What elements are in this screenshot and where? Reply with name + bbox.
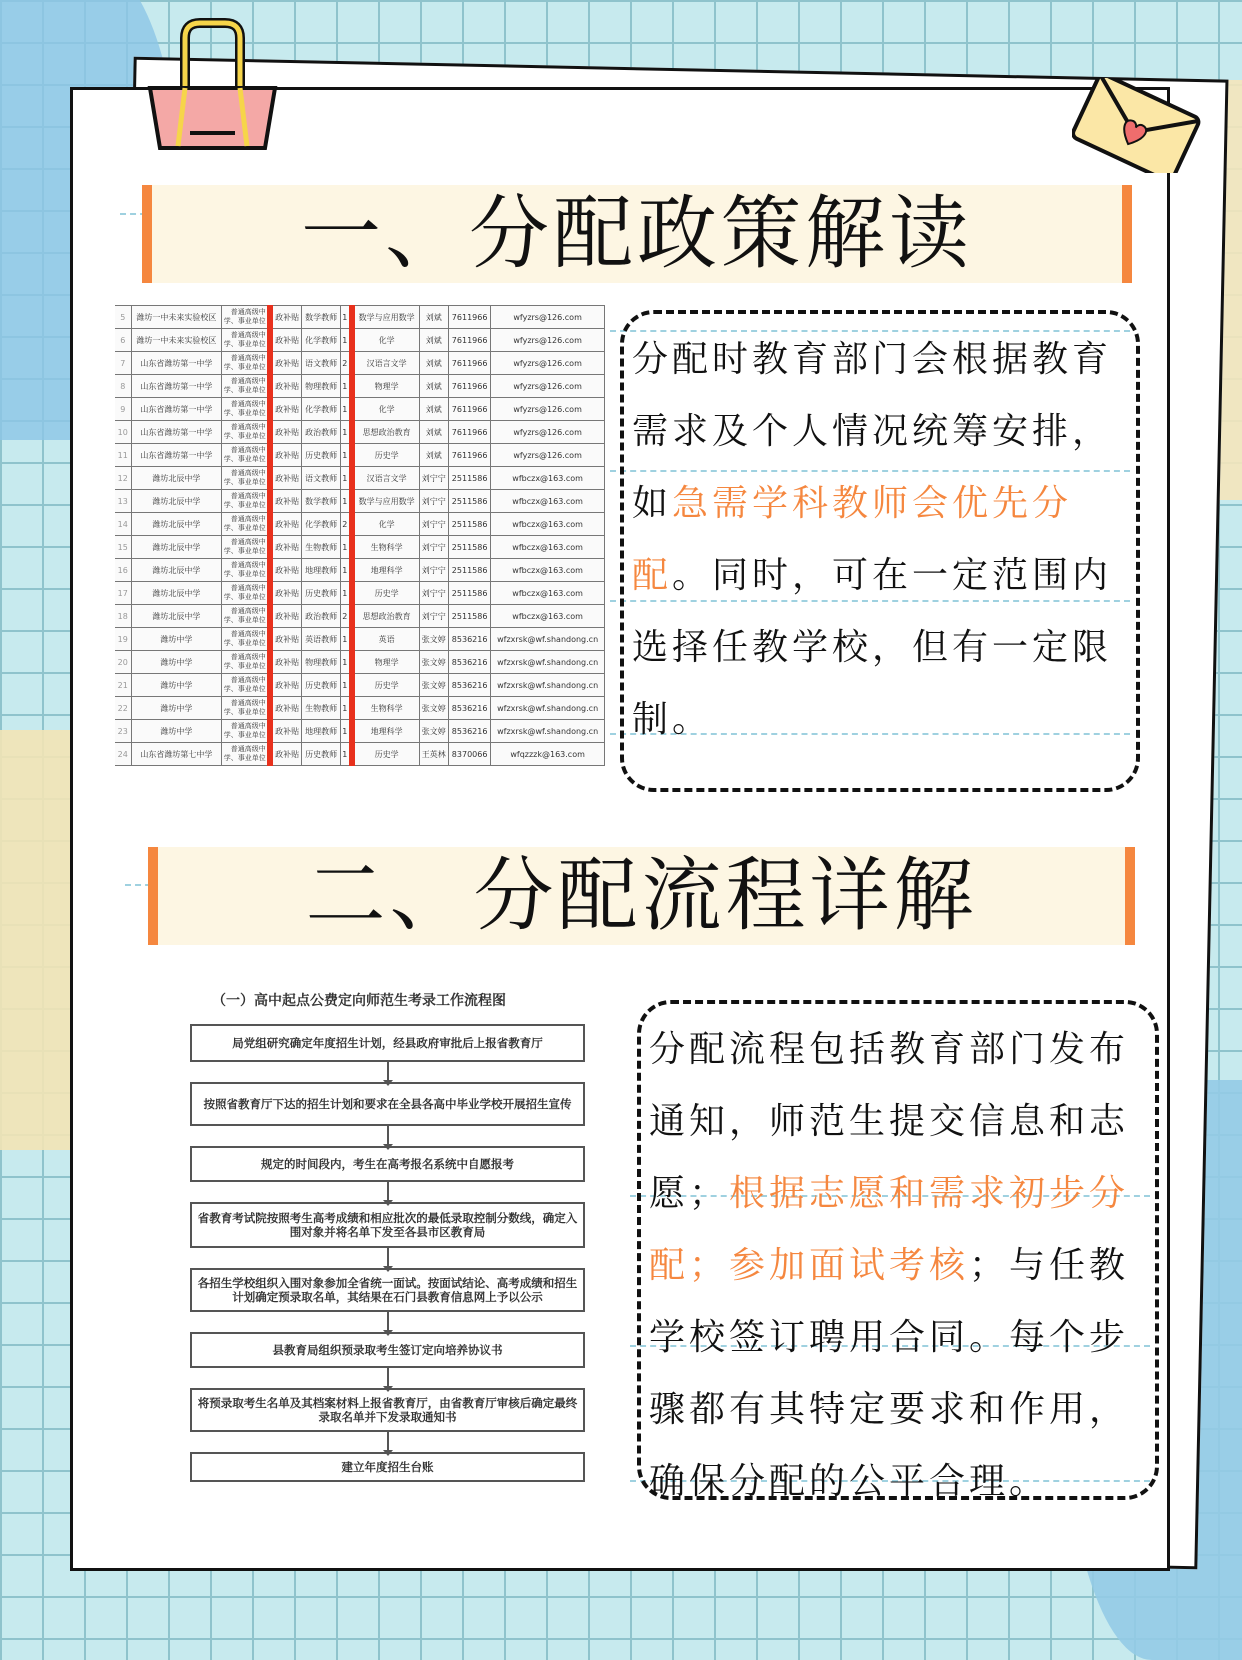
flow-step: 规定的时间段内，考生在高考报名系统中自愿报考 xyxy=(190,1146,585,1182)
table-cell: 19 xyxy=(115,628,131,651)
table-cell: 汉语言文学 xyxy=(352,467,419,490)
table-cell: 7 xyxy=(115,352,131,375)
table-cell: 政补贴 xyxy=(270,536,302,559)
table-cell: 刘斌 xyxy=(419,375,449,398)
table-cell: 6 xyxy=(115,329,131,352)
table-cell: 潍坊中学 xyxy=(131,697,222,720)
table-cell: 思想政治教育 xyxy=(352,421,419,444)
table-cell: 刘宁宁 xyxy=(419,490,449,513)
highlighted-text: 根据志愿和需求初步分配；参加面试考核 xyxy=(649,1173,1130,1286)
table-cell: 政补贴 xyxy=(270,421,302,444)
table-cell: 语文教师 xyxy=(302,467,340,490)
table-cell: 1 xyxy=(340,421,352,444)
table-cell: 数学教师 xyxy=(302,490,340,513)
table-cell: 化学 xyxy=(352,398,419,421)
table-row xyxy=(115,605,605,628)
table-cell: 政补贴 xyxy=(270,605,302,628)
table-cell: 刘斌 xyxy=(419,421,449,444)
table-cell: 普通高级中学、事业单位 xyxy=(222,375,270,398)
table-cell: 普通高级中学、事业单位 xyxy=(222,352,270,375)
table-cell: wfzxrsk@wf.shandong.cn xyxy=(491,628,605,651)
flow-step: 局党组研究确定年度招生计划，经县政府审批后上报省教育厅 xyxy=(190,1024,585,1062)
table-row xyxy=(115,375,605,398)
table-cell: 普通高级中学、事业单位 xyxy=(222,421,270,444)
table-row xyxy=(115,352,605,375)
table-cell: 7611966 xyxy=(449,352,491,375)
table-cell: 8370066 xyxy=(449,743,491,766)
flow-arrow-icon xyxy=(387,1062,389,1082)
table-cell: 数学教师 xyxy=(302,306,340,329)
table-row xyxy=(115,582,605,605)
table-cell: 13 xyxy=(115,490,131,513)
table-cell: 历史学 xyxy=(352,743,419,766)
flow-step: 各招生学校组织入围对象参加全省统一面试。按面试结论、高考成绩和招生计划确定预录取名单，其结果在石门县教育信息网上予以公示 xyxy=(190,1268,585,1312)
binder-clip-icon xyxy=(140,18,285,158)
table-row xyxy=(115,743,605,766)
flow-arrow-icon xyxy=(387,1312,389,1332)
table-cell: wfbczx@163.com xyxy=(491,513,605,536)
flow-step: 县教育局组织预录取考生签订定向培养协议书 xyxy=(190,1332,585,1368)
policy-description-box xyxy=(620,310,1140,792)
table-cell: wfyzrs@126.com xyxy=(491,398,605,421)
table-cell: 语文教师 xyxy=(302,352,340,375)
table-cell: 历史学 xyxy=(352,674,419,697)
table-cell: 张文婷 xyxy=(419,674,449,697)
table-cell: 政补贴 xyxy=(270,743,302,766)
table-cell: 潍坊北辰中学 xyxy=(131,582,222,605)
table-cell: 潍坊北辰中学 xyxy=(131,467,222,490)
table-cell: 思想政治教育 xyxy=(352,605,419,628)
envelope-heart-icon xyxy=(1072,78,1202,173)
table-cell: 历史教师 xyxy=(302,743,340,766)
text: 分配流程包括教育部门发布通知，师范生提交信息和志愿； xyxy=(649,1029,1130,1214)
table-cell: 普通高级中学、事业单位 xyxy=(222,697,270,720)
table-cell: 山东省潍坊第一中学 xyxy=(131,421,222,444)
table-cell: 刘宁宁 xyxy=(419,582,449,605)
flow-arrow-icon xyxy=(387,1248,389,1268)
table-cell: 物理学 xyxy=(352,375,419,398)
table-cell: 24 xyxy=(115,743,131,766)
table-cell: 政补贴 xyxy=(270,444,302,467)
table-cell: 普通高级中学、事业单位 xyxy=(222,582,270,605)
table-cell: 生物科学 xyxy=(352,536,419,559)
table-cell: 14 xyxy=(115,513,131,536)
table-cell: 1 xyxy=(340,398,352,421)
table-cell: 政补贴 xyxy=(270,720,302,743)
table-cell: 刘斌 xyxy=(419,444,449,467)
table-cell: 政补贴 xyxy=(270,697,302,720)
table-cell: 2 xyxy=(340,605,352,628)
table-cell: 化学教师 xyxy=(302,329,340,352)
table-cell: 刘斌 xyxy=(419,398,449,421)
table-cell: 普通高级中学、事业单位 xyxy=(222,605,270,628)
table-cell: wfyzrs@126.com xyxy=(491,421,605,444)
table-cell: 7611966 xyxy=(449,375,491,398)
table-cell: 普通高级中学、事业单位 xyxy=(222,306,270,329)
table-cell: 1 xyxy=(340,559,352,582)
table-cell: 历史学 xyxy=(352,444,419,467)
flow-step: 将预录取考生名单及其档案材料上报省教育厅，由省教育厅审核后确定最终录取名单并下发录取通知书 xyxy=(190,1388,585,1432)
table-row xyxy=(115,559,605,582)
table-cell: wfyzrs@126.com xyxy=(491,329,605,352)
table-cell: 刘宁宁 xyxy=(419,559,449,582)
table-cell: 王英林 xyxy=(419,743,449,766)
table-cell: wfzxrsk@wf.shandong.cn xyxy=(491,651,605,674)
flow-arrow-icon xyxy=(387,1368,389,1388)
table-cell: 潍坊北辰中学 xyxy=(131,513,222,536)
flowchart-title: （一）高中起点公费定向师范生考录工作流程图 xyxy=(212,993,506,1009)
text: ；与任教学校签订聘用合同。每个步骤都有其特定要求和作用，确保分配的公平合理。 xyxy=(649,1245,1130,1502)
table-cell: 历史教师 xyxy=(302,444,340,467)
table-cell: 政补贴 xyxy=(270,559,302,582)
table-cell: 1 xyxy=(340,651,352,674)
table-cell: 普通高级中学、事业单位 xyxy=(222,559,270,582)
table-cell: 8536216 xyxy=(449,720,491,743)
table-cell: 普通高级中学、事业单位 xyxy=(222,513,270,536)
table-cell: wfbczx@163.com xyxy=(491,582,605,605)
table-cell: 潍坊北辰中学 xyxy=(131,490,222,513)
table-cell: 11 xyxy=(115,444,131,467)
table-cell: 普通高级中学、事业单位 xyxy=(222,490,270,513)
table-cell: 历史教师 xyxy=(302,582,340,605)
table-cell: 历史学 xyxy=(352,582,419,605)
table-cell: 8536216 xyxy=(449,628,491,651)
table-cell: 生物科学 xyxy=(352,697,419,720)
table-cell: 张文婷 xyxy=(419,697,449,720)
table-cell: 政治教师 xyxy=(302,421,340,444)
table-row xyxy=(115,674,605,697)
table-cell: 潍坊一中未来实验校区 xyxy=(131,329,222,352)
table-cell: 物理教师 xyxy=(302,375,340,398)
table-cell: 2511586 xyxy=(449,605,491,628)
table-cell: 物理学 xyxy=(352,651,419,674)
table-cell: 地理教师 xyxy=(302,720,340,743)
table-cell: 汉语言文学 xyxy=(352,352,419,375)
table-cell: 潍坊北辰中学 xyxy=(131,605,222,628)
table-cell: 1 xyxy=(340,697,352,720)
table-cell: 8536216 xyxy=(449,651,491,674)
table-cell: 张文婷 xyxy=(419,720,449,743)
table-cell: 普通高级中学、事业单位 xyxy=(222,398,270,421)
flow-step: 按照省教育厅下达的招生计划和要求在全县各高中毕业学校开展招生宣传 xyxy=(190,1082,585,1126)
table-cell: 22 xyxy=(115,697,131,720)
table-cell: 山东省潍坊第一中学 xyxy=(131,398,222,421)
table-cell: 1 xyxy=(340,536,352,559)
table-cell: 1 xyxy=(340,306,352,329)
table-cell: 政补贴 xyxy=(270,352,302,375)
table-row xyxy=(115,467,605,490)
table-row xyxy=(115,398,605,421)
table-cell: 1 xyxy=(340,490,352,513)
table-cell: 普通高级中学、事业单位 xyxy=(222,467,270,490)
table-row xyxy=(115,720,605,743)
table-cell: 1 xyxy=(340,329,352,352)
table-cell: 政补贴 xyxy=(270,628,302,651)
table-cell: 7611966 xyxy=(449,421,491,444)
table-cell: 地理教师 xyxy=(302,559,340,582)
table-cell: 英语教师 xyxy=(302,628,340,651)
table-cell: 刘宁宁 xyxy=(419,513,449,536)
table-cell: 刘宁宁 xyxy=(419,467,449,490)
table-cell: 1 xyxy=(340,375,352,398)
table-cell: 1 xyxy=(340,743,352,766)
table-cell: wfyzrs@126.com xyxy=(491,306,605,329)
table-cell: 化学 xyxy=(352,513,419,536)
table-cell: 政补贴 xyxy=(270,490,302,513)
table-cell: 普通高级中学、事业单位 xyxy=(222,720,270,743)
table-cell: 地理科学 xyxy=(352,559,419,582)
table-cell: 7611966 xyxy=(449,398,491,421)
flow-step: 省教育考试院按照考生高考成绩和相应批次的最低录取控制分数线，确定入围对象并将名单下发至各县市区教育局 xyxy=(190,1202,585,1248)
table-cell: wfyzrs@126.com xyxy=(491,375,605,398)
table-cell: 普通高级中学、事业单位 xyxy=(222,536,270,559)
table-cell: 16 xyxy=(115,559,131,582)
text: 分配时教育部门会根据教育需求及个人情况统筹安排，如 xyxy=(632,339,1113,524)
section-1-heading: 一、分配政策解读 xyxy=(142,185,1132,283)
table-cell: wfyzrs@126.com xyxy=(491,444,605,467)
table-cell: 17 xyxy=(115,582,131,605)
table-cell: 刘宁宁 xyxy=(419,605,449,628)
highlighted-text: 急需学科教师会优先分配 xyxy=(632,483,1073,596)
table-cell: 历史教师 xyxy=(302,674,340,697)
table-cell: 12 xyxy=(115,467,131,490)
table-cell: 山东省潍坊第一中学 xyxy=(131,375,222,398)
table-cell: wfqzzzk@163.com xyxy=(491,743,605,766)
table-cell: 刘斌 xyxy=(419,352,449,375)
table-cell: 5 xyxy=(115,306,131,329)
table-cell: 政补贴 xyxy=(270,467,302,490)
table-cell: wfbczx@163.com xyxy=(491,559,605,582)
table-cell: 潍坊一中未来实验校区 xyxy=(131,306,222,329)
table-cell: 2 xyxy=(340,352,352,375)
table-cell: 2511586 xyxy=(449,582,491,605)
table-cell: 2 xyxy=(340,513,352,536)
table-cell: 生物教师 xyxy=(302,697,340,720)
process-flowchart-image xyxy=(180,990,620,1520)
table-cell: 生物教师 xyxy=(302,536,340,559)
table-cell: 物理教师 xyxy=(302,651,340,674)
table-cell: 化学教师 xyxy=(302,513,340,536)
table-row xyxy=(115,697,605,720)
table-cell: 普通高级中学、事业单位 xyxy=(222,628,270,651)
flow-arrow-icon xyxy=(387,1432,389,1452)
table-cell: 普通高级中学、事业单位 xyxy=(222,329,270,352)
table-cell: 山东省潍坊第七中学 xyxy=(131,743,222,766)
table-cell: 8 xyxy=(115,375,131,398)
table-cell: 数学与应用数学 xyxy=(352,306,419,329)
table-cell: 张文婷 xyxy=(419,651,449,674)
table-cell: 政补贴 xyxy=(270,398,302,421)
table-row xyxy=(115,513,605,536)
table-row xyxy=(115,444,605,467)
table-cell: 2511586 xyxy=(449,559,491,582)
table-cell: 政补贴 xyxy=(270,582,302,605)
text: 。同时，可在一定范围内选择任教学校，但有一定限制。 xyxy=(632,555,1113,740)
table-cell: 23 xyxy=(115,720,131,743)
table-cell: 8536216 xyxy=(449,674,491,697)
table-cell: 20 xyxy=(115,651,131,674)
table-cell: 英语 xyxy=(352,628,419,651)
table-cell: wfbczx@163.com xyxy=(491,490,605,513)
flow-arrow-icon xyxy=(387,1182,389,1202)
table-cell: 7611966 xyxy=(449,306,491,329)
table-cell: 山东省潍坊第一中学 xyxy=(131,352,222,375)
table-cell: 政补贴 xyxy=(270,513,302,536)
table-row xyxy=(115,536,605,559)
table-cell: 8536216 xyxy=(449,697,491,720)
table-row xyxy=(115,490,605,513)
table-cell: 化学教师 xyxy=(302,398,340,421)
table-cell: wfbczx@163.com xyxy=(491,536,605,559)
table-cell: 政补贴 xyxy=(270,674,302,697)
process-description-box xyxy=(637,1000,1159,1500)
table-cell: 政治教师 xyxy=(302,605,340,628)
table-cell: 1 xyxy=(340,582,352,605)
table-cell: 2511586 xyxy=(449,467,491,490)
table-cell: 刘宁宁 xyxy=(419,536,449,559)
table-cell: 普通高级中学、事业单位 xyxy=(222,444,270,467)
table-cell: 政补贴 xyxy=(270,375,302,398)
table-cell: 张文婷 xyxy=(419,628,449,651)
table-cell: 7611966 xyxy=(449,444,491,467)
table-cell: wfzxrsk@wf.shandong.cn xyxy=(491,674,605,697)
table-cell: 数学与应用数学 xyxy=(352,490,419,513)
table-cell: 政补贴 xyxy=(270,329,302,352)
table-cell: 18 xyxy=(115,605,131,628)
table-cell: 15 xyxy=(115,536,131,559)
table-cell: 政补贴 xyxy=(270,651,302,674)
table-cell: 普通高级中学、事业单位 xyxy=(222,743,270,766)
table-cell: 化学 xyxy=(352,329,419,352)
table-cell: 2511586 xyxy=(449,536,491,559)
table-cell: wfzxrsk@wf.shandong.cn xyxy=(491,720,605,743)
flow-arrow-icon xyxy=(387,1126,389,1146)
table-cell: 2511586 xyxy=(449,513,491,536)
table-cell: wfzxrsk@wf.shandong.cn xyxy=(491,697,605,720)
table-cell: 政补贴 xyxy=(270,306,302,329)
table-cell: 刘斌 xyxy=(419,329,449,352)
table-cell: 1 xyxy=(340,444,352,467)
table-cell: 山东省潍坊第一中学 xyxy=(131,444,222,467)
table-row xyxy=(115,651,605,674)
section-2-heading: 二、分配流程详解 xyxy=(148,847,1135,945)
table-cell: 1 xyxy=(340,720,352,743)
table-cell: 潍坊中学 xyxy=(131,628,222,651)
teacher-positions-table-image xyxy=(115,305,605,766)
table-cell: 9 xyxy=(115,398,131,421)
table-cell: 2511586 xyxy=(449,490,491,513)
table-cell: 潍坊中学 xyxy=(131,720,222,743)
table-cell: 刘斌 xyxy=(419,306,449,329)
table-cell: 潍坊中学 xyxy=(131,674,222,697)
table-row xyxy=(115,329,605,352)
flow-step: 建立年度招生台账 xyxy=(190,1452,585,1482)
table-cell: 1 xyxy=(340,674,352,697)
table-cell: 21 xyxy=(115,674,131,697)
table-cell: 潍坊中学 xyxy=(131,651,222,674)
table-cell: 潍坊北辰中学 xyxy=(131,536,222,559)
table-cell: wfbczx@163.com xyxy=(491,467,605,490)
table-row xyxy=(115,628,605,651)
table-cell: 地理科学 xyxy=(352,720,419,743)
table-cell: wfbczx@163.com xyxy=(491,605,605,628)
table-row xyxy=(115,306,605,329)
table-cell: 普通高级中学、事业单位 xyxy=(222,651,270,674)
table-row xyxy=(115,421,605,444)
table-cell: 10 xyxy=(115,421,131,444)
table-cell: 1 xyxy=(340,467,352,490)
table-cell: wfyzrs@126.com xyxy=(491,352,605,375)
table-cell: 普通高级中学、事业单位 xyxy=(222,674,270,697)
table-cell: 1 xyxy=(340,628,352,651)
table-cell: 7611966 xyxy=(449,329,491,352)
table-cell: 潍坊北辰中学 xyxy=(131,559,222,582)
